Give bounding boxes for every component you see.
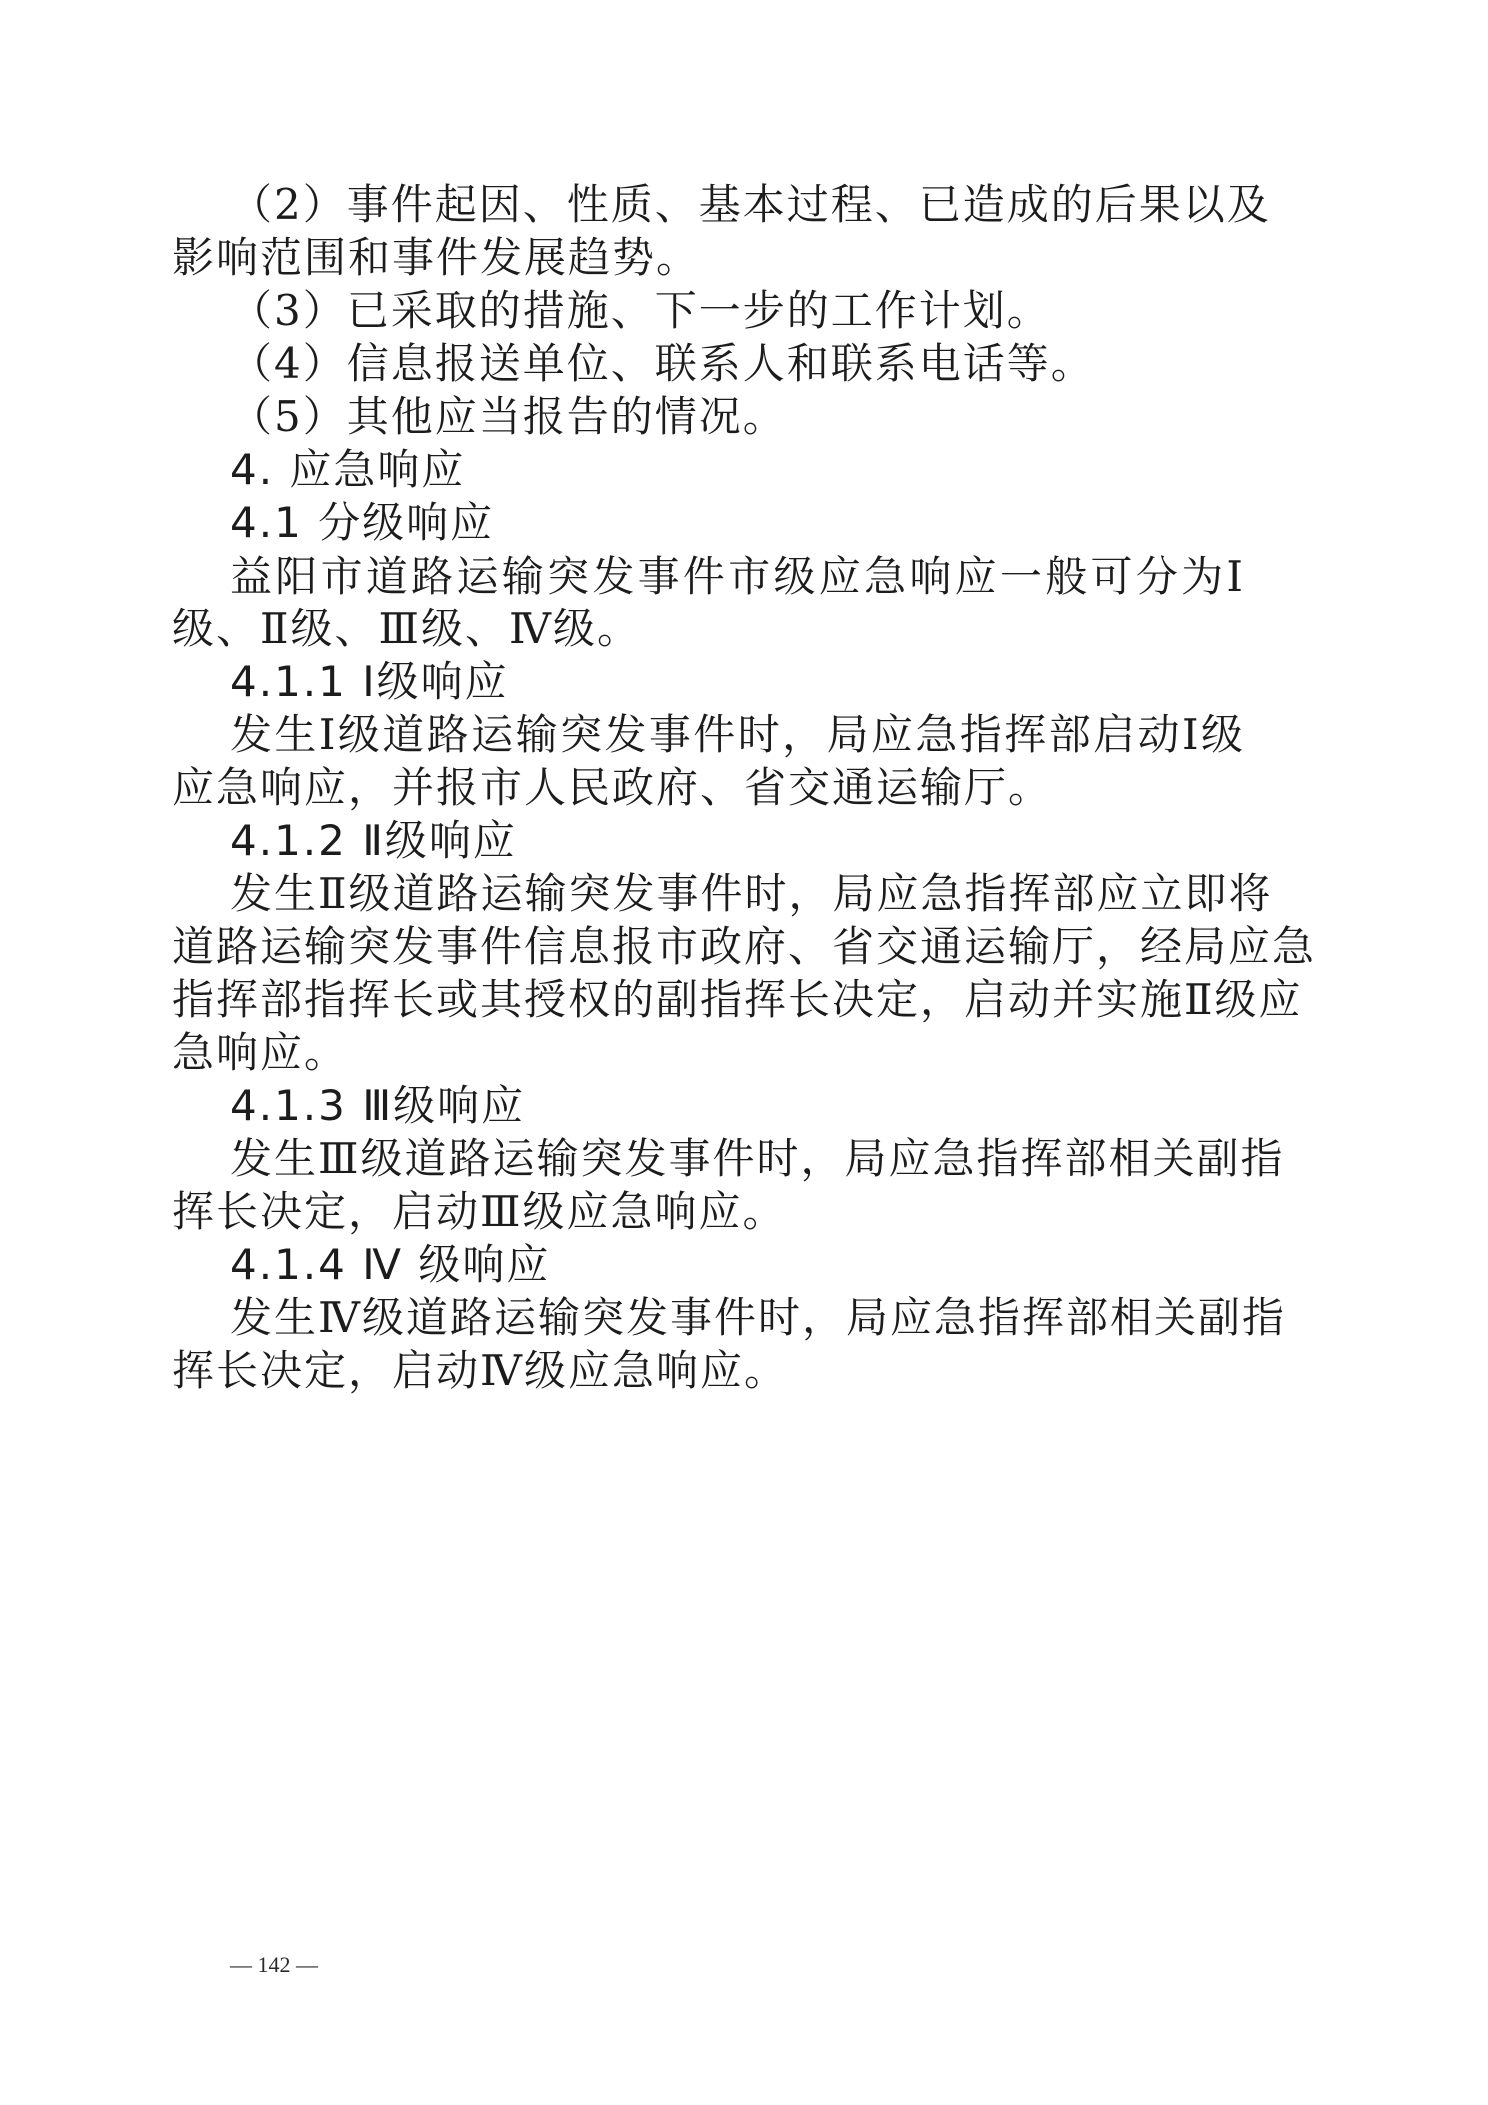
page-number: — 142 —	[230, 1952, 318, 1977]
subsection-heading: 4.1 分级响应	[230, 498, 495, 547]
paragraph-line: （2）事件起因、性质、基本过程、已造成的后果以及	[230, 180, 1271, 229]
paragraph-line: 挥长决定，启动Ⅲ级应急响应。	[172, 1187, 787, 1236]
paragraph-line: 道路运输突发事件信息报市政府、省交通运输厅，经局应急	[172, 922, 1317, 971]
paragraph-line: 发生Ⅰ级道路运输突发事件时，局应急指挥部启动Ⅰ级	[230, 710, 1245, 759]
paragraph-line: 益阳市道路运输突发事件市级应急响应一般可分为Ⅰ	[230, 552, 1245, 601]
paragraph-line: 挥长决定，启动Ⅳ级应急响应。	[172, 1346, 788, 1395]
paragraph-line: （4）信息报送单位、联系人和联系电话等。	[230, 339, 1095, 388]
paragraph-line: 发生Ⅳ级道路运输突发事件时，局应急指挥部相关副指	[230, 1293, 1286, 1342]
section-heading: 4. 应急响应	[230, 445, 466, 494]
paragraph-line: （5）其他应当报告的情况。	[230, 392, 787, 441]
paragraph-line: 指挥部指挥长或其授权的副指挥长决定，启动并实施Ⅱ级应	[172, 975, 1303, 1024]
subsection-heading: 4.1.4 Ⅳ 级响应	[230, 1240, 551, 1289]
subsection-heading: 4.1.1 Ⅰ级响应	[230, 657, 509, 706]
paragraph-line: 发生Ⅱ级道路运输突发事件时，局应急指挥部应立即将	[230, 869, 1273, 918]
paragraph-line: （3）已采取的措施、下一步的工作计划。	[230, 286, 1051, 335]
paragraph-line: 应急响应，并报市人民政府、省交通运输厅。	[172, 763, 1053, 812]
subsection-heading: 4.1.2 Ⅱ级响应	[230, 816, 517, 865]
paragraph-line: 发生Ⅲ级道路运输突发事件时，局应急指挥部相关副指	[230, 1134, 1285, 1183]
paragraph-line: 级、Ⅱ级、Ⅲ级、Ⅳ级。	[172, 604, 642, 653]
paragraph-line: 急响应。	[172, 1028, 349, 1077]
subsection-heading: 4.1.3 Ⅲ级响应	[230, 1081, 526, 1130]
paragraph-line: 影响范围和事件发展趋势。	[172, 233, 701, 282]
